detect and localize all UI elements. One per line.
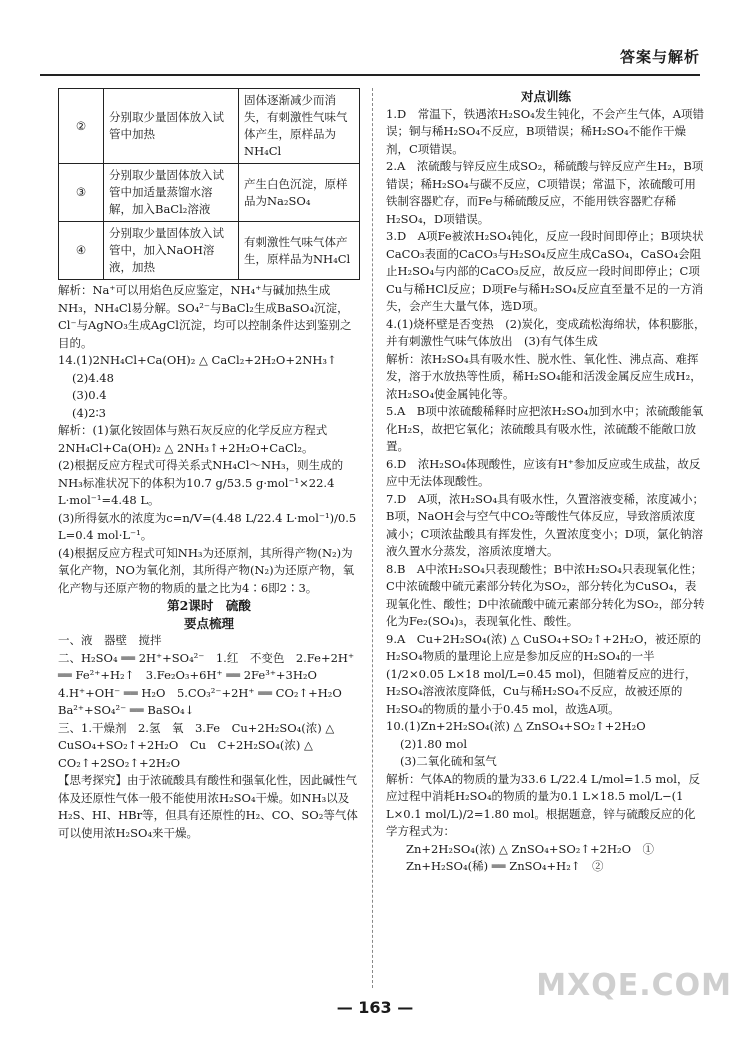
answer-10-3: (3)二氧化硫和氢气 xyxy=(400,754,497,768)
page-number: — 163 — xyxy=(336,998,414,1017)
analysis-14-3: (3)所得氨水的浓度为c=n/V=(4.48 L/22.4 L·mol⁻¹)/0.5 L=0.4 mol·L⁻¹。 xyxy=(58,510,357,542)
analysis-13: 解析：Na⁺可以用焰色反应鉴定，NH₄⁺与碱加热生成NH₃，NH₄Cl易分解。SO₄²⁻与BaCl₂生成BaSO₄沉淀，Cl⁻与AgNO₃生成AgCl沉淀，均可以控制条件达到鉴别之目的。 xyxy=(58,283,352,350)
row-operation: 分别取少量固体放入试管中加热 xyxy=(104,89,239,164)
answer-9: 9.A Cu+2H₂SO₄(浓) △ CuSO₄+SO₂↑+2H₂O，被还原的H₂SO₄物质的量理论上应是参加反应的H₂SO₄的一半(1/2×0.05 L×18 mol/L=0.45 mol)，但随着反应的进行，H₂SO₄溶液浓度降低，Cu与稀H₂SO₄不反应，故被还原的H₂SO₄的物质的量小于0.45 mol，故选A项。 xyxy=(386,631,701,716)
answer-10-2: (2)1.80 mol xyxy=(400,736,468,751)
answer-3: 3.D A项Fe被浓H₂SO₄钝化，反应一段时间即停止；B项块状CaCO₃表面的CaCO₃与H₂SO₄反应生成CaSO₄，CaSO₄会阻止H₂SO₄与内部的CaCO₃反应，故反应一段时间即停止；C项Cu与稀HCl反应；D项Fe与稀H₂SO₄反应直至量不足的一方消失，会产生大量气体，选D项。 xyxy=(386,229,704,313)
identification-table xyxy=(58,88,360,280)
column-divider xyxy=(372,88,373,988)
table-row xyxy=(59,222,360,280)
q14-part4: (4)2∶3 xyxy=(72,405,106,420)
analysis-14-2: (2)根据反应方程式可得关系式NH₄Cl～NH₃，则生成的NH₃标准状况下的体积为10.7 g/53.5 g·mol⁻¹×22.4 L·mol⁻¹=4.48 L。 xyxy=(58,458,344,507)
row-operation: 分别取少量固体放入试管中加适量蒸馏水溶解，加入BaCl₂溶液 xyxy=(104,164,239,222)
row-number: ④ xyxy=(59,222,104,280)
equation-1: Zn+2H₂SO₄(浓) △ ZnSO₄+SO₂↑+2H₂O ① xyxy=(406,841,655,856)
key-points-heading: 要点梳理 xyxy=(183,615,234,631)
lesson-title: 第2课时 硫酸 xyxy=(167,598,251,613)
key-point-2: 二、H₂SO₄ ══ 2H⁺+SO₄²⁻ 1.红 不变色 2.Fe+2H⁺ ══ Fe²⁺+H₂↑ 3.Fe₂O₃+6H⁺ ══ 2Fe³⁺+3H₂O 4.H⁺+OH⁻ ══ H₂O 5.CO₃²⁻+2H⁺ ══ CO₂↑+H₂O Ba²⁺+SO₄²⁻ ══ BaSO₄↓ xyxy=(58,650,355,717)
q14-part2: (2)4.48 xyxy=(72,370,114,385)
analysis-14-1: 解析：(1)氯化铵固体与熟石灰反应的化学反应方程式2NH₄Cl+Ca(OH)₂ △ 2NH₃↑+2H₂O+CaCl₂。 xyxy=(58,423,328,455)
equation-2: Zn+H₂SO₄(稀) ══ ZnSO₄+H₂↑ ② xyxy=(406,859,604,873)
page-header xyxy=(40,40,700,76)
answer-1: 1.D 常温下，铁遇浓H₂SO₄发生钝化，不会产生气体，A项错误；铜与稀H₂SO₄不反应，B项错误；稀H₂SO₄不能作干燥剂，C项错误。 xyxy=(386,106,705,156)
think-explore: 【思考探究】由于浓硫酸具有酸性和强氧化性，因此碱性气体及还原性气体一般不能使用浓H₂SO₄干燥。如NH₃以及H₂S、HI、HBr等，但具有还原性的H₂、CO、SO₂等气体可以使用浓H₂SO₄来干燥。 xyxy=(58,773,358,840)
row-number: ② xyxy=(59,89,104,164)
key-point-1: 一、液 器壁 搅拌 xyxy=(58,633,162,647)
answer-6: 6.D 浓H₂SO₄体现酸性，应该有H⁺参加反应或生成盐，故反应中无法体现酸性。 xyxy=(386,456,701,488)
row-result: 固体逐渐减少而消失，有刺激性气味气体产生，原样品为NH₄Cl xyxy=(239,89,360,164)
left-column xyxy=(58,88,360,842)
table-row xyxy=(59,89,360,164)
analysis-4: 解析：浓H₂SO₄具有吸水性、脱水性、氧化性、沸点高、难挥发，溶于水放热等性质，稀H₂SO₄能和活泼金属反应生成H₂，浓H₂SO₄使金属钝化等。 xyxy=(386,351,702,401)
row-result: 产生白色沉淀，原样品为Na₂SO₄ xyxy=(239,164,360,222)
watermark: MXQE.COM xyxy=(536,968,732,1003)
answer-8: 8.B A中浓H₂SO₄只表现酸性；B中浓H₂SO₄只表现氧化性；C中浓硫酸中硫元素部分转化为SO₂，部分转化为CuSO₄，表现氧化性、酸性；D中浓硫酸中硫元素部分转化为SO₂，部分转化为Fe₂(SO₄)₃，表现氧化性、酸性。 xyxy=(386,561,705,628)
q14-part3: (3)0.4 xyxy=(72,388,107,402)
table-row xyxy=(59,164,360,222)
practice-heading: 对点训练 xyxy=(520,89,571,104)
answer-10-1: 10.(1)Zn+2H₂SO₄(浓) △ ZnSO₄+SO₂↑+2H₂O xyxy=(386,719,646,733)
key-point-3: 三、1.干燥剂 2.氢 氧 3.Fe Cu+2H₂SO₄(浓) △ CuSO₄+SO₂↑+2H₂O Cu C+2H₂SO₄(浓) △ CO₂↑+2SO₂↑+2H₂O xyxy=(58,720,335,770)
q14-part1: 14.(1)2NH₄Cl+Ca(OH)₂ △ CaCl₂+2H₂O+2NH₃↑ xyxy=(58,353,337,367)
analysis-14-4: (4)根据反应方程式可知NH₃为还原剂，其所得产物(N₂)为氧化产物，NO为氧化剂，其所得产物(N₂)为还原产物，氧化产物与还原产物的物质的量之比为4∶6即2∶3。 xyxy=(58,545,355,595)
row-result: 有刺激性气味气体产生，原样品为NH₄Cl xyxy=(239,222,360,280)
answer-7: 7.D A项，浓H₂SO₄具有吸水性，久置溶液变稀，浓度减小；B项，NaOH会与空气中CO₂等酸性气体反应，导致溶质浓度减小；C项浓盐酸具有挥发性，久置浓度变小；D项，氯化钠溶液久置水分蒸发，溶质浓度增大。 xyxy=(386,491,705,558)
answer-2: 2.A 浓硫酸与锌反应生成SO₂，稀硫酸与锌反应产生H₂，B项错误；稀H₂SO₄与碳不反应，C项错误；常温下，浓硫酸可用铁制容器贮存，而Fe与稀硫酸反应，不能用铁容器贮存稀H₂SO₄，D项错误。 xyxy=(386,159,704,226)
right-column xyxy=(386,88,706,876)
row-operation: 分别取少量固体放入试管中，加入NaOH溶液，加热 xyxy=(104,222,239,280)
answer-4: 4.(1)烧杯壁是否变热 (2)炭化，变成疏松海绵状，体积膨胀，并有刺激性气味气体放出 (3)有气体生成 xyxy=(386,316,706,348)
analysis-10: 解析：气体A的物质的量为33.6 L/22.4 L/mol=1.5 mol，反应过程中消耗H₂SO₄的物质的量为0.1 L×18.5 mol/L−(1 L×0.1 mol/L)/2=1.80 mol。根据题意，锌与硫酸反应的化学方程式为： xyxy=(386,771,700,838)
row-number: ③ xyxy=(59,164,104,222)
answer-5: 5.A B项中浓硫酸稀释时应把浓H₂SO₄加到水中；浓硫酸能氧化H₂S，故把它氧化；浓硫酸具有吸水性，浓硫酸不能敞口放置。 xyxy=(386,404,704,453)
header-title: 答案与解析 xyxy=(619,48,700,66)
